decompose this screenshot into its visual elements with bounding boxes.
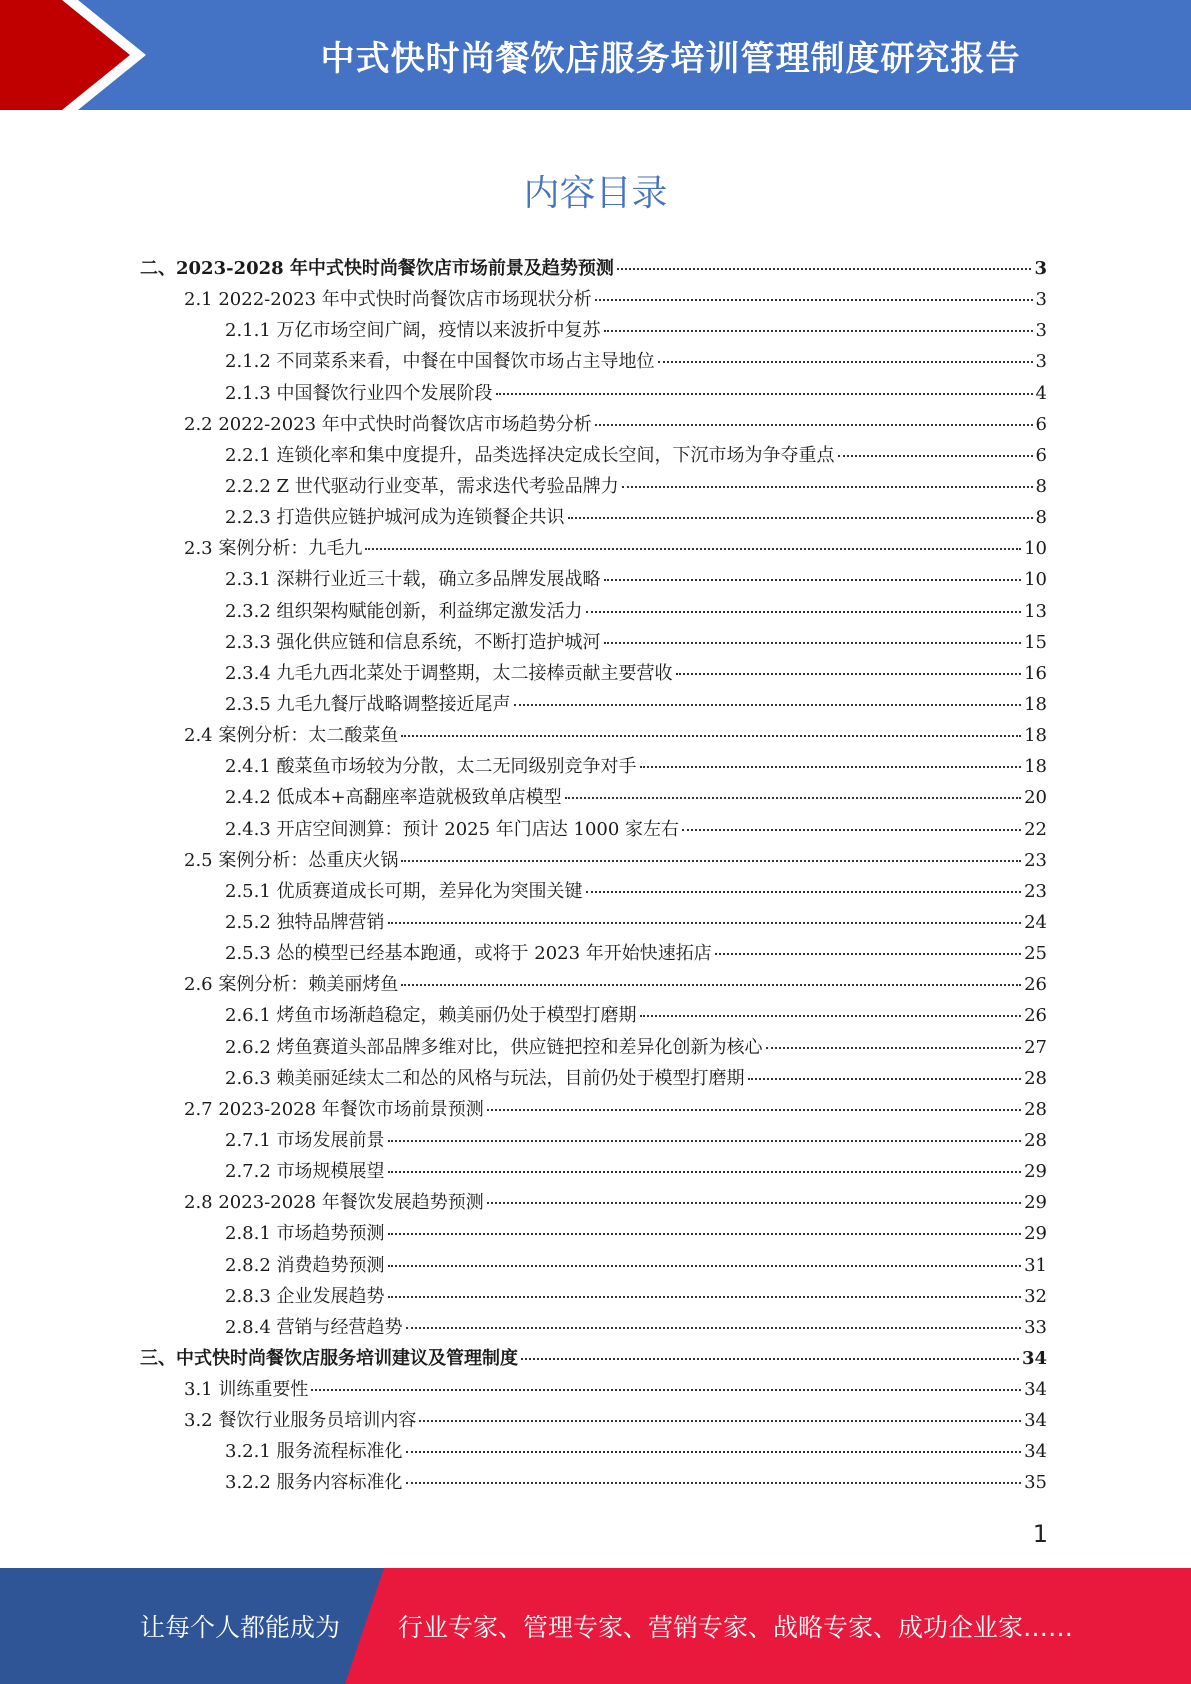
- toc-entry-page: 26: [1024, 974, 1047, 996]
- toc-entry[interactable]: [140, 410, 1047, 441]
- toc-entry-label: 2.5 案例分析：怂重庆火锅: [184, 849, 399, 871]
- toc-entry-page: 34: [1024, 1441, 1047, 1463]
- toc-entry[interactable]: [140, 1219, 1047, 1250]
- toc-entry[interactable]: [140, 347, 1047, 378]
- dot-leader: [586, 610, 1022, 613]
- toc-entry-label: 2.4.1 酸菜鱼市场较为分散，太二无同级别竞争对手: [225, 756, 637, 778]
- toc-entry[interactable]: [140, 1468, 1047, 1499]
- dot-leader: [604, 329, 1033, 332]
- toc-entry[interactable]: [140, 1033, 1047, 1064]
- dot-leader: [595, 298, 1033, 301]
- toc-entry-page: 34: [1024, 1410, 1047, 1432]
- dot-leader: [617, 267, 1032, 270]
- toc-entry-page: 26: [1024, 1005, 1047, 1027]
- dot-leader: [388, 921, 1022, 924]
- toc-entry-label: 三、中式快时尚餐饮店服务培训建议及管理制度: [140, 1347, 518, 1369]
- dot-leader: [604, 578, 1022, 581]
- toc-entry-label: 2.6.2 烤鱼赛道头部品牌多维对比，供应链把控和差异化创新为核心: [225, 1036, 763, 1058]
- toc-entry[interactable]: [140, 1126, 1047, 1157]
- toc-entry-page: 34: [1021, 1347, 1047, 1369]
- toc-entry-label: 2.4 案例分析：太二酸菜鱼: [184, 725, 399, 747]
- dot-leader: [401, 983, 1021, 986]
- toc-entry-page: 28: [1024, 1129, 1047, 1151]
- toc-entry-page: 32: [1024, 1285, 1047, 1307]
- toc-entry[interactable]: [140, 628, 1047, 659]
- toc-entry-label: 2.3.1 深耕行业近三十载，确立多品牌发展战略: [225, 569, 601, 591]
- toc-entry-page: 10: [1024, 569, 1047, 591]
- toc-entry[interactable]: [140, 1064, 1047, 1095]
- toc-entry[interactable]: [140, 597, 1047, 628]
- toc-entry-label: 3.2.2 服务内容标准化: [225, 1472, 403, 1494]
- toc-entry-label: 2.3.3 强化供应链和信息系统，不断打造护城河: [225, 631, 601, 653]
- dot-leader: [521, 1357, 1019, 1360]
- toc-entry[interactable]: [140, 1313, 1047, 1344]
- toc-entry[interactable]: [140, 285, 1047, 316]
- dot-leader: [406, 1326, 1022, 1329]
- dot-leader: [388, 1139, 1022, 1142]
- toc-entry[interactable]: [140, 1375, 1047, 1406]
- toc-entry-page: 18: [1024, 693, 1047, 715]
- dot-leader: [487, 1201, 1021, 1204]
- toc-entry-label: 2.4.2 低成本+高翻座率造就极致单店模型: [225, 787, 562, 809]
- page-number: 1: [1032, 1520, 1048, 1548]
- dot-leader: [766, 1046, 1022, 1049]
- dot-leader: [388, 1295, 1022, 1298]
- toc-entry-page: 8: [1035, 507, 1047, 529]
- toc-entry[interactable]: [140, 565, 1047, 596]
- toc-entry-label: 2.2.1 连锁化率和集中度提升，品类选择决定成长空间，下沉市场为争夺重点: [225, 444, 835, 466]
- toc-entry-page: 13: [1024, 600, 1047, 622]
- toc-entry[interactable]: [140, 1188, 1047, 1219]
- dot-leader: [640, 1014, 1022, 1017]
- toc-entry[interactable]: [140, 690, 1047, 721]
- footer-slogan-right: 行业专家、管理专家、营销专家、战略专家、成功企业家……: [398, 1613, 1074, 1642]
- dot-leader: [388, 1264, 1022, 1267]
- dot-leader: [622, 485, 1033, 488]
- toc-entry[interactable]: [140, 472, 1047, 503]
- toc-entry-label: 2.6.3 赖美丽延续太二和怂的风格与玩法，目前仍处于模型打磨期: [225, 1067, 745, 1089]
- dot-leader: [401, 734, 1021, 737]
- toc-entry-page: 18: [1024, 756, 1047, 778]
- toc-entry[interactable]: [140, 379, 1047, 410]
- toc-entry-label: 2.6 案例分析：赖美丽烤鱼: [184, 974, 399, 996]
- dot-leader: [419, 1419, 1021, 1422]
- dot-leader: [640, 765, 1022, 768]
- toc-entry-label: 2.3.5 九毛九餐厅战略调整接近尾声: [225, 693, 511, 715]
- toc-entry-label: 3.2.1 服务流程标准化: [225, 1441, 403, 1463]
- dot-leader: [676, 672, 1022, 675]
- toc-heading: 内容目录: [523, 173, 668, 214]
- toc-entry[interactable]: [140, 721, 1047, 752]
- dot-leader: [565, 796, 1021, 799]
- dot-leader: [748, 1077, 1022, 1080]
- toc-entry-page: 28: [1024, 1098, 1047, 1120]
- toc-entry-label: 2.7.1 市场发展前景: [225, 1129, 385, 1151]
- dot-leader: [487, 1108, 1021, 1111]
- toc-entry[interactable]: [140, 939, 1047, 970]
- toc-entry-label: 2.3.4 九毛九西北菜处于调整期，太二接棒贡献主要营收: [225, 662, 673, 684]
- toc-entry[interactable]: [140, 503, 1047, 534]
- toc-entry-page: 24: [1024, 911, 1047, 933]
- dot-leader: [365, 547, 1021, 550]
- toc-entry-label: 2.5.1 优质赛道成长可期，差异化为突围关键: [225, 880, 583, 902]
- toc-entry-page: 6: [1035, 413, 1047, 435]
- toc-entry-label: 2.5.2 独特品牌营销: [225, 911, 385, 933]
- toc-entry-label: 2.8.4 营销与经营趋势: [225, 1316, 403, 1338]
- toc-entry[interactable]: [140, 1095, 1047, 1126]
- toc-entry-page: 35: [1024, 1472, 1047, 1494]
- toc-entry-label: 2.2.2 Z 世代驱动行业变革，需求迭代考验品牌力: [225, 475, 619, 497]
- toc-entry-label: 3.2 餐饮行业服务员培训内容: [184, 1410, 417, 1432]
- toc-entry-page: 23: [1024, 880, 1047, 902]
- toc-entry-page: 29: [1024, 1223, 1047, 1245]
- dot-leader: [682, 828, 1021, 831]
- document-title: 中式快时尚餐饮店服务培训管理制度研究报告: [320, 38, 1021, 79]
- toc-entry-page: 23: [1024, 849, 1047, 871]
- toc-entry-page: 34: [1024, 1379, 1047, 1401]
- dot-leader: [514, 703, 1022, 706]
- toc-entry[interactable]: [140, 1406, 1047, 1437]
- toc-entry-page: 22: [1024, 818, 1047, 840]
- toc-entry-page: 3: [1035, 351, 1047, 373]
- toc-entry-label: 2.8 2023-2028 年餐饮发展趋势预测: [184, 1192, 484, 1214]
- dot-leader: [406, 1481, 1022, 1484]
- toc-entry-page: 6: [1035, 444, 1047, 466]
- dot-leader: [388, 1232, 1022, 1235]
- toc-entry-page: 3: [1035, 320, 1047, 342]
- dot-leader: [658, 360, 1033, 363]
- toc-entry-label: 2.7.2 市场规模展望: [225, 1161, 385, 1183]
- toc-entry-label: 2.4.3 开店空间测算：预计 2025 年门店达 1000 家左右: [225, 818, 680, 840]
- dot-leader: [311, 1388, 1021, 1391]
- header-banner: [0, 0, 1191, 110]
- toc-entry-page: 33: [1024, 1316, 1047, 1338]
- toc-entry-page: 25: [1024, 943, 1047, 965]
- footer-slogan-left: 让每个人都能成为: [140, 1613, 341, 1642]
- dot-leader: [595, 423, 1033, 426]
- toc-entry-label: 2.2.3 打造供应链护城河成为连锁餐企共识: [225, 507, 565, 529]
- dot-leader: [388, 1170, 1022, 1173]
- toc-entry[interactable]: [140, 1344, 1047, 1375]
- dot-leader: [401, 859, 1021, 862]
- toc-entry-label: 2.2 2022-2023 年中式快时尚餐饮店市场趋势分析: [184, 413, 592, 435]
- toc-entry-label: 2.7 2023-2028 年餐饮市场前景预测: [184, 1098, 484, 1120]
- toc-entry-label: 2.1.2 不同菜系来看，中餐在中国餐饮市场占主导地位: [225, 351, 655, 373]
- toc-entry[interactable]: [140, 970, 1047, 1001]
- dot-leader: [715, 952, 1021, 955]
- toc-entry-label: 二、2023-2028 年中式快时尚餐饮店市场前景及趋势预测: [140, 258, 614, 279]
- toc-entry-label: 2.6.1 烤鱼市场渐趋稳定，赖美丽仍处于模型打磨期: [225, 1005, 637, 1027]
- toc-entry-page: 28: [1024, 1067, 1047, 1089]
- toc-entry-label: 2.8.2 消费趋势预测: [225, 1254, 385, 1276]
- toc-entry[interactable]: [140, 659, 1047, 690]
- toc-entry-page: 29: [1024, 1161, 1047, 1183]
- toc-entry-page: 18: [1024, 725, 1047, 747]
- toc-entry-label: 3.1 训练重要性: [184, 1379, 309, 1401]
- toc-entry[interactable]: [140, 783, 1047, 814]
- toc-entry[interactable]: [140, 316, 1047, 347]
- toc-entry[interactable]: [140, 752, 1047, 783]
- toc-entry-label: 2.3.2 组织架构赋能创新，利益绑定激发活力: [225, 600, 583, 622]
- toc-entry-page: 8: [1035, 475, 1047, 497]
- toc-entry-page: 20: [1024, 787, 1047, 809]
- toc-entry-label: 2.8.3 企业发展趋势: [225, 1285, 385, 1307]
- toc-entry-page: 3: [1034, 258, 1047, 279]
- toc-entry-label: 2.5.3 怂的模型已经基本跑通，或将于 2023 年开始快速拓店: [225, 943, 712, 965]
- toc-entry[interactable]: [140, 1282, 1047, 1313]
- toc-entry-page: 3: [1035, 289, 1047, 311]
- dot-leader: [568, 516, 1033, 519]
- toc-entry[interactable]: [140, 254, 1047, 285]
- toc-entry-label: 2.3 案例分析：九毛九: [184, 538, 363, 560]
- dot-leader: [496, 392, 1033, 395]
- chevron-arrow-icon: [0, 0, 160, 110]
- footer-banner: [0, 1568, 1191, 1684]
- dot-leader: [604, 641, 1022, 644]
- toc-entry[interactable]: [140, 1251, 1047, 1282]
- toc-entry-page: 10: [1024, 538, 1047, 560]
- toc-entry[interactable]: [140, 877, 1047, 908]
- table-of-contents: [140, 254, 1047, 1500]
- toc-entry-label: 2.1.1 万亿市场空间广阔，疫情以来波折中复苏: [225, 320, 601, 342]
- toc-entry[interactable]: [140, 1001, 1047, 1032]
- toc-entry[interactable]: [140, 846, 1047, 877]
- toc-entry[interactable]: [140, 1437, 1047, 1468]
- toc-entry[interactable]: [140, 1157, 1047, 1188]
- toc-entry[interactable]: [140, 441, 1047, 472]
- toc-entry-page: 31: [1024, 1254, 1047, 1276]
- toc-entry[interactable]: [140, 815, 1047, 846]
- toc-entry[interactable]: [140, 534, 1047, 565]
- toc-entry-page: 16: [1024, 662, 1047, 684]
- dot-leader: [586, 890, 1022, 893]
- toc-entry[interactable]: [140, 908, 1047, 939]
- toc-entry-page: 4: [1035, 382, 1047, 404]
- toc-entry-label: 2.8.1 市场趋势预测: [225, 1223, 385, 1245]
- dot-leader: [838, 454, 1033, 457]
- toc-entry-label: 2.1.3 中国餐饮行业四个发展阶段: [225, 382, 493, 404]
- toc-entry-page: 15: [1024, 631, 1047, 653]
- dot-leader: [406, 1450, 1022, 1453]
- toc-entry-page: 29: [1024, 1192, 1047, 1214]
- toc-entry-label: 2.1 2022-2023 年中式快时尚餐饮店市场现状分析: [184, 289, 592, 311]
- toc-entry-page: 27: [1024, 1036, 1047, 1058]
